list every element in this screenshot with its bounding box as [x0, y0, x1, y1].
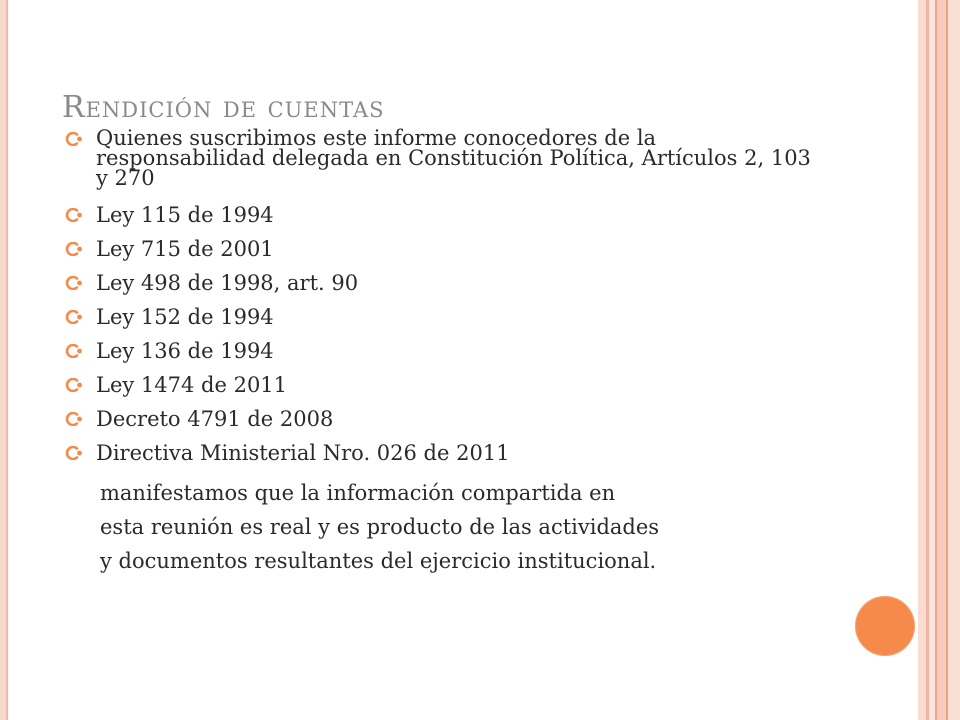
- right-border-stripe: [937, 0, 946, 720]
- bullet-text: Ley 715 de 2001: [96, 237, 274, 261]
- slide-title: Rendición de cuentas: [62, 90, 385, 126]
- right-border-stripe: [948, 0, 960, 720]
- right-border-stripe: [918, 0, 926, 720]
- bullet-icon: [65, 378, 83, 392]
- bullet-text: Directiva Ministerial Nro. 026 de 2011: [96, 441, 510, 465]
- bullet-text: Decreto 4791 de 2008: [96, 407, 334, 431]
- bullet-item: [62, 340, 822, 362]
- closing-line: manifestamos que la información compartida en: [100, 481, 616, 505]
- orange-circle-decoration: [855, 596, 915, 656]
- closing-line: y documentos resultantes del ejercicio institucional.: [100, 549, 657, 573]
- bullet-text: Ley 1474 de 2011: [96, 373, 288, 397]
- bullet-item: [62, 272, 822, 294]
- bullet-icon: [65, 132, 83, 146]
- bullet-item: [62, 204, 822, 226]
- bullet-text: Ley 152 de 1994: [96, 305, 274, 329]
- bullet-text: Ley 115 de 1994: [96, 203, 274, 227]
- closing-paragraph: [62, 476, 822, 578]
- bullet-text: Ley 136 de 1994: [96, 339, 274, 363]
- closing-line: esta reunión es real y es producto de las actividades: [100, 515, 660, 539]
- bullet-icon: [65, 310, 83, 324]
- bullet-icon: [65, 344, 83, 358]
- bullet-text: Ley 498 de 1998, art. 90: [96, 271, 359, 295]
- bullet-list: [62, 128, 822, 464]
- bullet-item: [62, 442, 822, 464]
- bullet-item: [62, 128, 816, 188]
- bullet-item: [62, 374, 822, 396]
- bullet-icon: [65, 276, 83, 290]
- bullet-icon: [65, 208, 83, 222]
- bullet-icon: [65, 446, 83, 460]
- slide-content: [62, 128, 822, 578]
- bullet-item: [62, 238, 822, 260]
- bullet-text: Quienes suscribimos este informe conocedores de la responsabilidad delegada en Constitución Política, Artículos 2, 103 y 270: [96, 126, 811, 190]
- bullet-item: [62, 306, 822, 328]
- left-border-stripe-inner: [6, 0, 8, 720]
- bullet-icon: [65, 412, 83, 426]
- bullet-item: [62, 408, 822, 430]
- bullet-icon: [65, 242, 83, 256]
